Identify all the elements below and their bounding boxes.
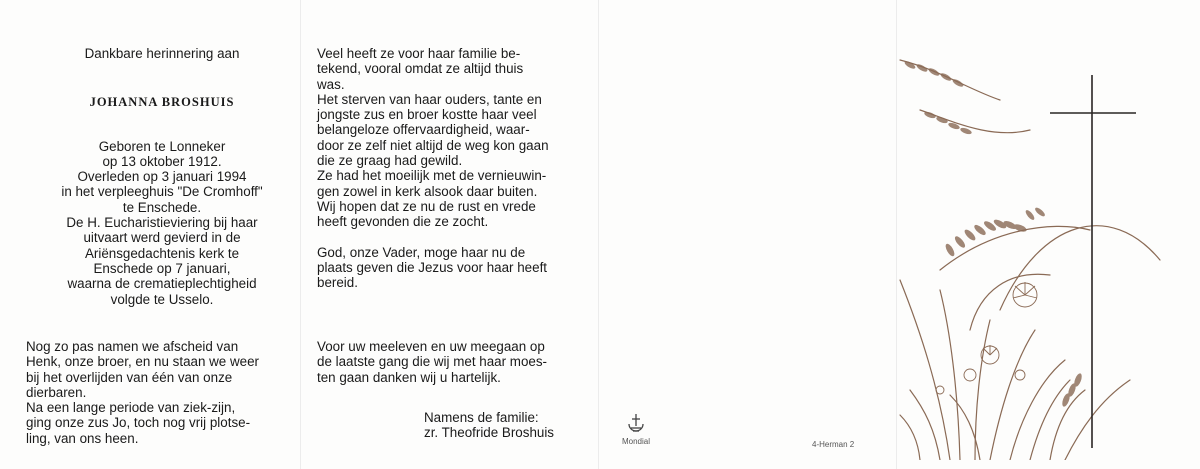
life-line: volgde te Usselo. xyxy=(110,291,214,307)
text-line: jongste zus en broer kostte haar veel xyxy=(317,107,537,123)
cross-icon xyxy=(1050,75,1136,448)
signature-line: zr. Theofride Broshuis xyxy=(424,425,555,441)
paragraph-gap xyxy=(317,230,582,245)
text-line: dierbaren. xyxy=(26,384,87,400)
text-line: bij het overlijden van één van onze xyxy=(26,369,233,385)
text-line: Na een lange periode van ziek-zijn, xyxy=(26,400,236,416)
life-line: Overleden op 3 januari 1994 xyxy=(77,169,247,185)
fold-line-1 xyxy=(300,0,301,469)
text-line: Ze had het moeilijk met de vernieuwin- xyxy=(317,168,547,184)
life-line: uitvaart werd gevierd in de xyxy=(83,230,241,246)
thanks-paragraph xyxy=(317,339,582,385)
text-line: belangeloze offervaardigheid, waar- xyxy=(317,122,530,138)
middle-column xyxy=(317,46,582,291)
text-line: de laatste gang die wij met haar moes- xyxy=(317,354,547,370)
life-line: Geboren te Lonneker xyxy=(98,138,226,154)
text-line: Het sterven van haar ouders, tante en xyxy=(317,91,542,107)
text-line: Veel heeft ze voor haar familie be- xyxy=(317,46,521,61)
publisher-mark xyxy=(614,412,658,446)
text-line: Voor uw meeleven en uw meegaan op xyxy=(317,339,545,354)
life-line: te Enschede. xyxy=(122,199,202,215)
life-line: De H. Eucharistieviering bij haar xyxy=(66,215,258,231)
publisher-name: Mondial xyxy=(621,437,650,446)
text-line: ten gaan danken wij u hartelijk. xyxy=(317,369,501,385)
print-code: 4-Herman 2 xyxy=(812,440,855,449)
text-line: Henk, onze broer, en nu staan we weer xyxy=(26,354,259,370)
text-line: heeft gevonden die ze zocht. xyxy=(317,214,489,230)
life-line: waarna de crematieplechtigheid xyxy=(67,276,257,292)
fold-line-2 xyxy=(598,0,599,469)
text-line: Nog zo pas namen we afscheid van xyxy=(26,339,239,354)
publisher-logo-icon xyxy=(624,412,648,436)
left-bottom-paragraph xyxy=(26,339,298,446)
text-line: gen zowel in kerk alsook daar buiten. xyxy=(317,183,538,199)
life-line: Enschede op 7 januari, xyxy=(93,260,231,276)
signature-line: Namens de familie: xyxy=(424,410,539,425)
grass-seed-heads xyxy=(904,60,1084,408)
text-line: God, onze Vader, moge haar nu de xyxy=(317,244,526,260)
deceased-name: JOHANNA BROSHUIS xyxy=(89,95,235,110)
text-line: Wij hopen dat ze nu de rust en vrede xyxy=(317,198,536,214)
life-details xyxy=(26,139,298,307)
text-line: was. xyxy=(317,76,345,92)
life-line: in het verpleeghuis "De Cromhoff" xyxy=(61,184,263,200)
text-line: door ze zelf niet altijd de weg kon gaan xyxy=(317,137,549,153)
text-line: ling, van ons heen. xyxy=(26,430,139,446)
text-line: tekend, vooral omdat ze altijd thuis xyxy=(317,61,524,77)
left-column xyxy=(26,46,298,307)
text-line: bereid. xyxy=(317,275,358,291)
grass-cross-artwork xyxy=(880,30,1190,460)
signature-block xyxy=(424,410,554,441)
life-line: Ariënsgedachtenis kerk te xyxy=(84,245,240,261)
text-line: ging onze zus Jo, toch nog vrij plotse- xyxy=(26,415,251,431)
intro-text: Dankbare herinnering aan xyxy=(84,46,240,61)
life-line: op 13 oktober 1912. xyxy=(102,153,222,169)
text-line: plaats geven die Jezus voor haar heeft xyxy=(317,260,548,276)
text-line: die ze graag had gewild. xyxy=(317,153,463,169)
